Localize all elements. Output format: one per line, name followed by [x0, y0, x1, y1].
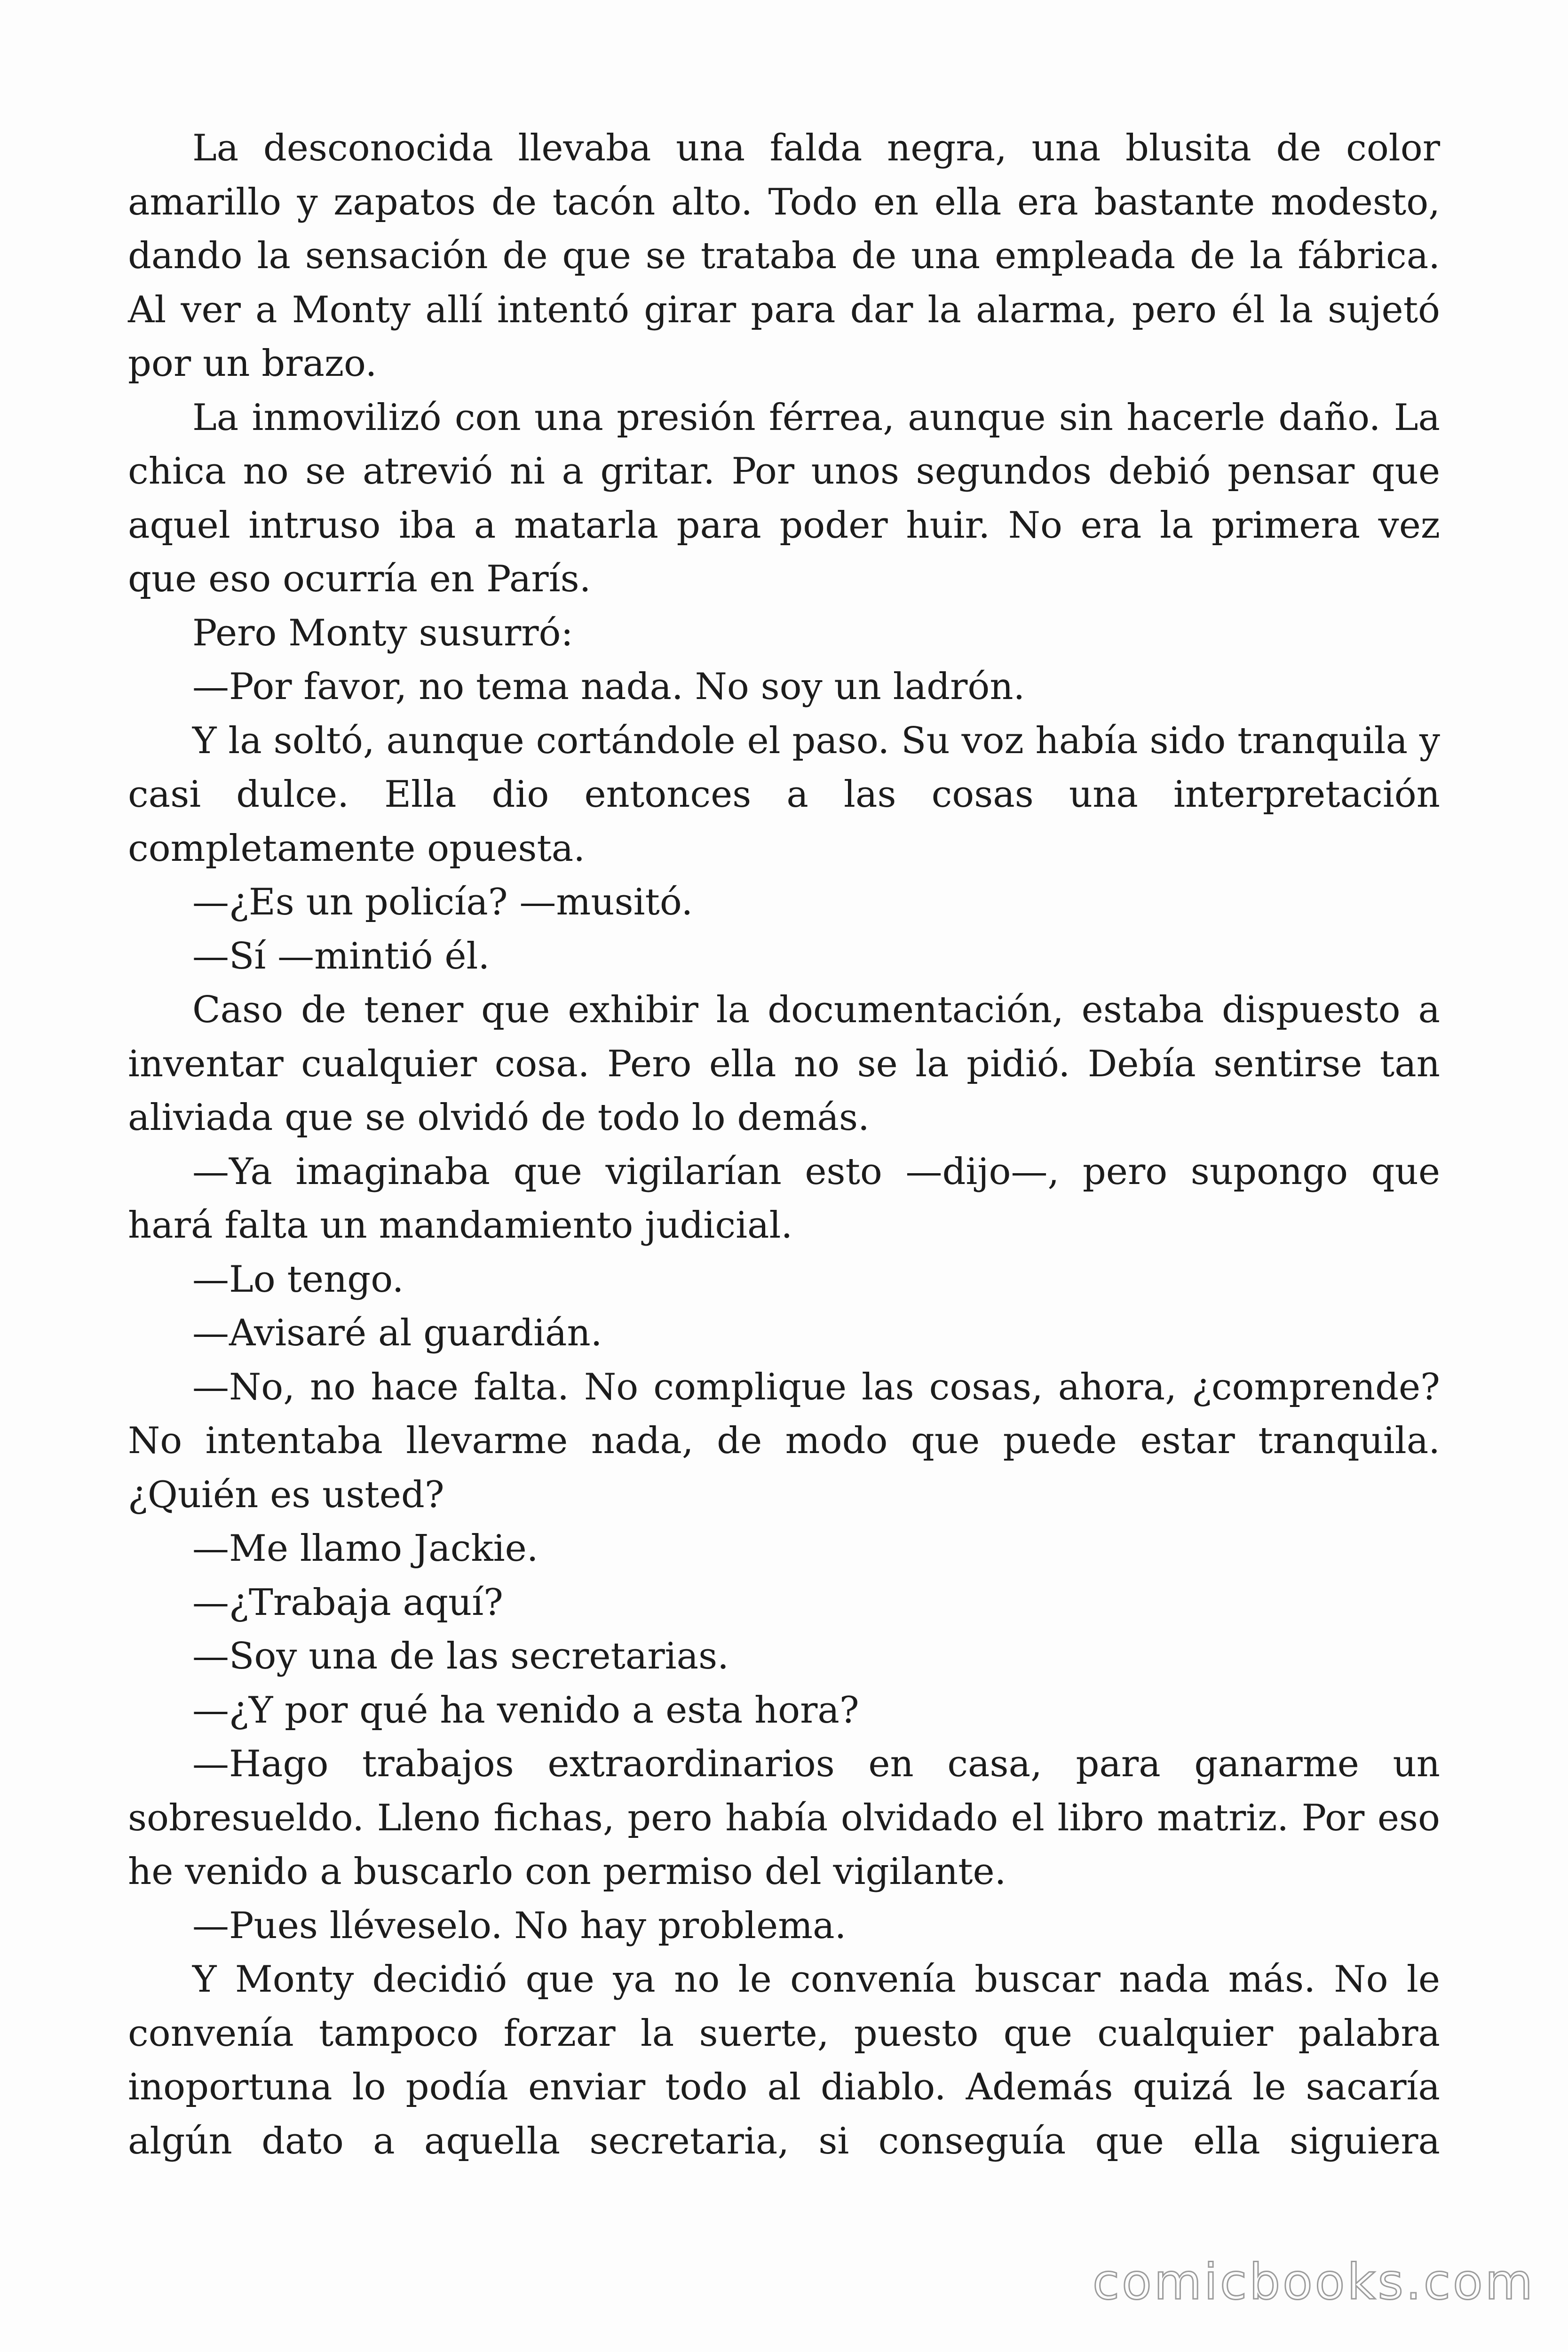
paragraph-1: La desconocida llevaba una falda negra, una blusita de color amarillo y zapatos de tacón alto. Todo en ella era bastante modesto, dando la sensación de que se trataba de una empleada de la fábrica. Al ver a Monty allí intentó girar para dar la alarma, pero él la sujetó por un brazo.: [128, 127, 1440, 385]
watermark-logo: comicbooks.com: [1092, 2253, 1535, 2311]
paragraph-15: —Soy una de las secretarias.: [192, 1635, 729, 1677]
page-text: [128, 121, 1440, 2168]
paragraph-8: Caso de tener que exhibir la documentación, estaba dispuesto a inventar cualquier cosa. Pero ella no se la pidió. Debía sentirse tan aliviada que se olvidó de todo lo demás.: [128, 989, 1440, 1139]
paragraph-9: —Ya imaginaba que vigilarían esto —dijo—, pero supongo que hará falta un mandamiento judicial.: [128, 1150, 1440, 1247]
paragraph-18: —Pues lléveselo. No hay problema.: [192, 1904, 847, 1947]
paragraph-5: Y la soltó, aunque cortándole el paso. Su voz había sido tranquila y casi dulce. Ella dio entonces a las cosas una interpretación completamente opuesta.: [128, 719, 1440, 870]
paragraph-11: —Avisaré al guardián.: [192, 1312, 602, 1354]
paragraph-10: —Lo tengo.: [192, 1258, 404, 1301]
paragraph-4: —Por favor, no tema nada. No soy un ladrón.: [192, 666, 1025, 708]
paragraph-2: La inmovilizó con una presión férrea, aunque sin hacerle daño. La chica no se atrevió ni a gritar. Por unos segundos debió pensar que aquel intruso iba a matarla para poder huir. No era la primera vez que eso ocurría en París.: [128, 396, 1440, 600]
paragraph-17: —Hago trabajos extraordinarios en casa, para ganarme un sobresueldo. Lleno fichas, pero había olvidado el libro matriz. Por eso he venido a buscarlo con permiso del vigilante.: [128, 1743, 1440, 1893]
paragraph-16: —¿Y por qué ha venido a esta hora?: [192, 1689, 859, 1732]
paragraph-19: Y Monty decidió que ya no le convenía buscar nada más. No le convenía tampoco forzar la suerte, puesto que cualquier palabra inoportuna lo podía enviar todo al diablo. Además quizá le sacaría algún dato a aquella secretaria, si conseguía que ella siguiera: [128, 1958, 1440, 2162]
paragraph-3: Pero Monty susurró:: [192, 612, 573, 654]
paragraph-7: —Sí —mintió él.: [192, 935, 490, 977]
paragraph-6: —¿Es un policía? —musitó.: [192, 881, 693, 923]
paragraph-13: —Me llamo Jackie.: [192, 1527, 539, 1570]
paragraph-14: —¿Trabaja aquí?: [192, 1581, 503, 1624]
paragraph-12: —No, no hace falta. No complique las cosas, ahora, ¿comprende? No intentaba llevarme nada, de modo que puede estar tranquila. ¿Quién es usted?: [128, 1366, 1440, 1516]
